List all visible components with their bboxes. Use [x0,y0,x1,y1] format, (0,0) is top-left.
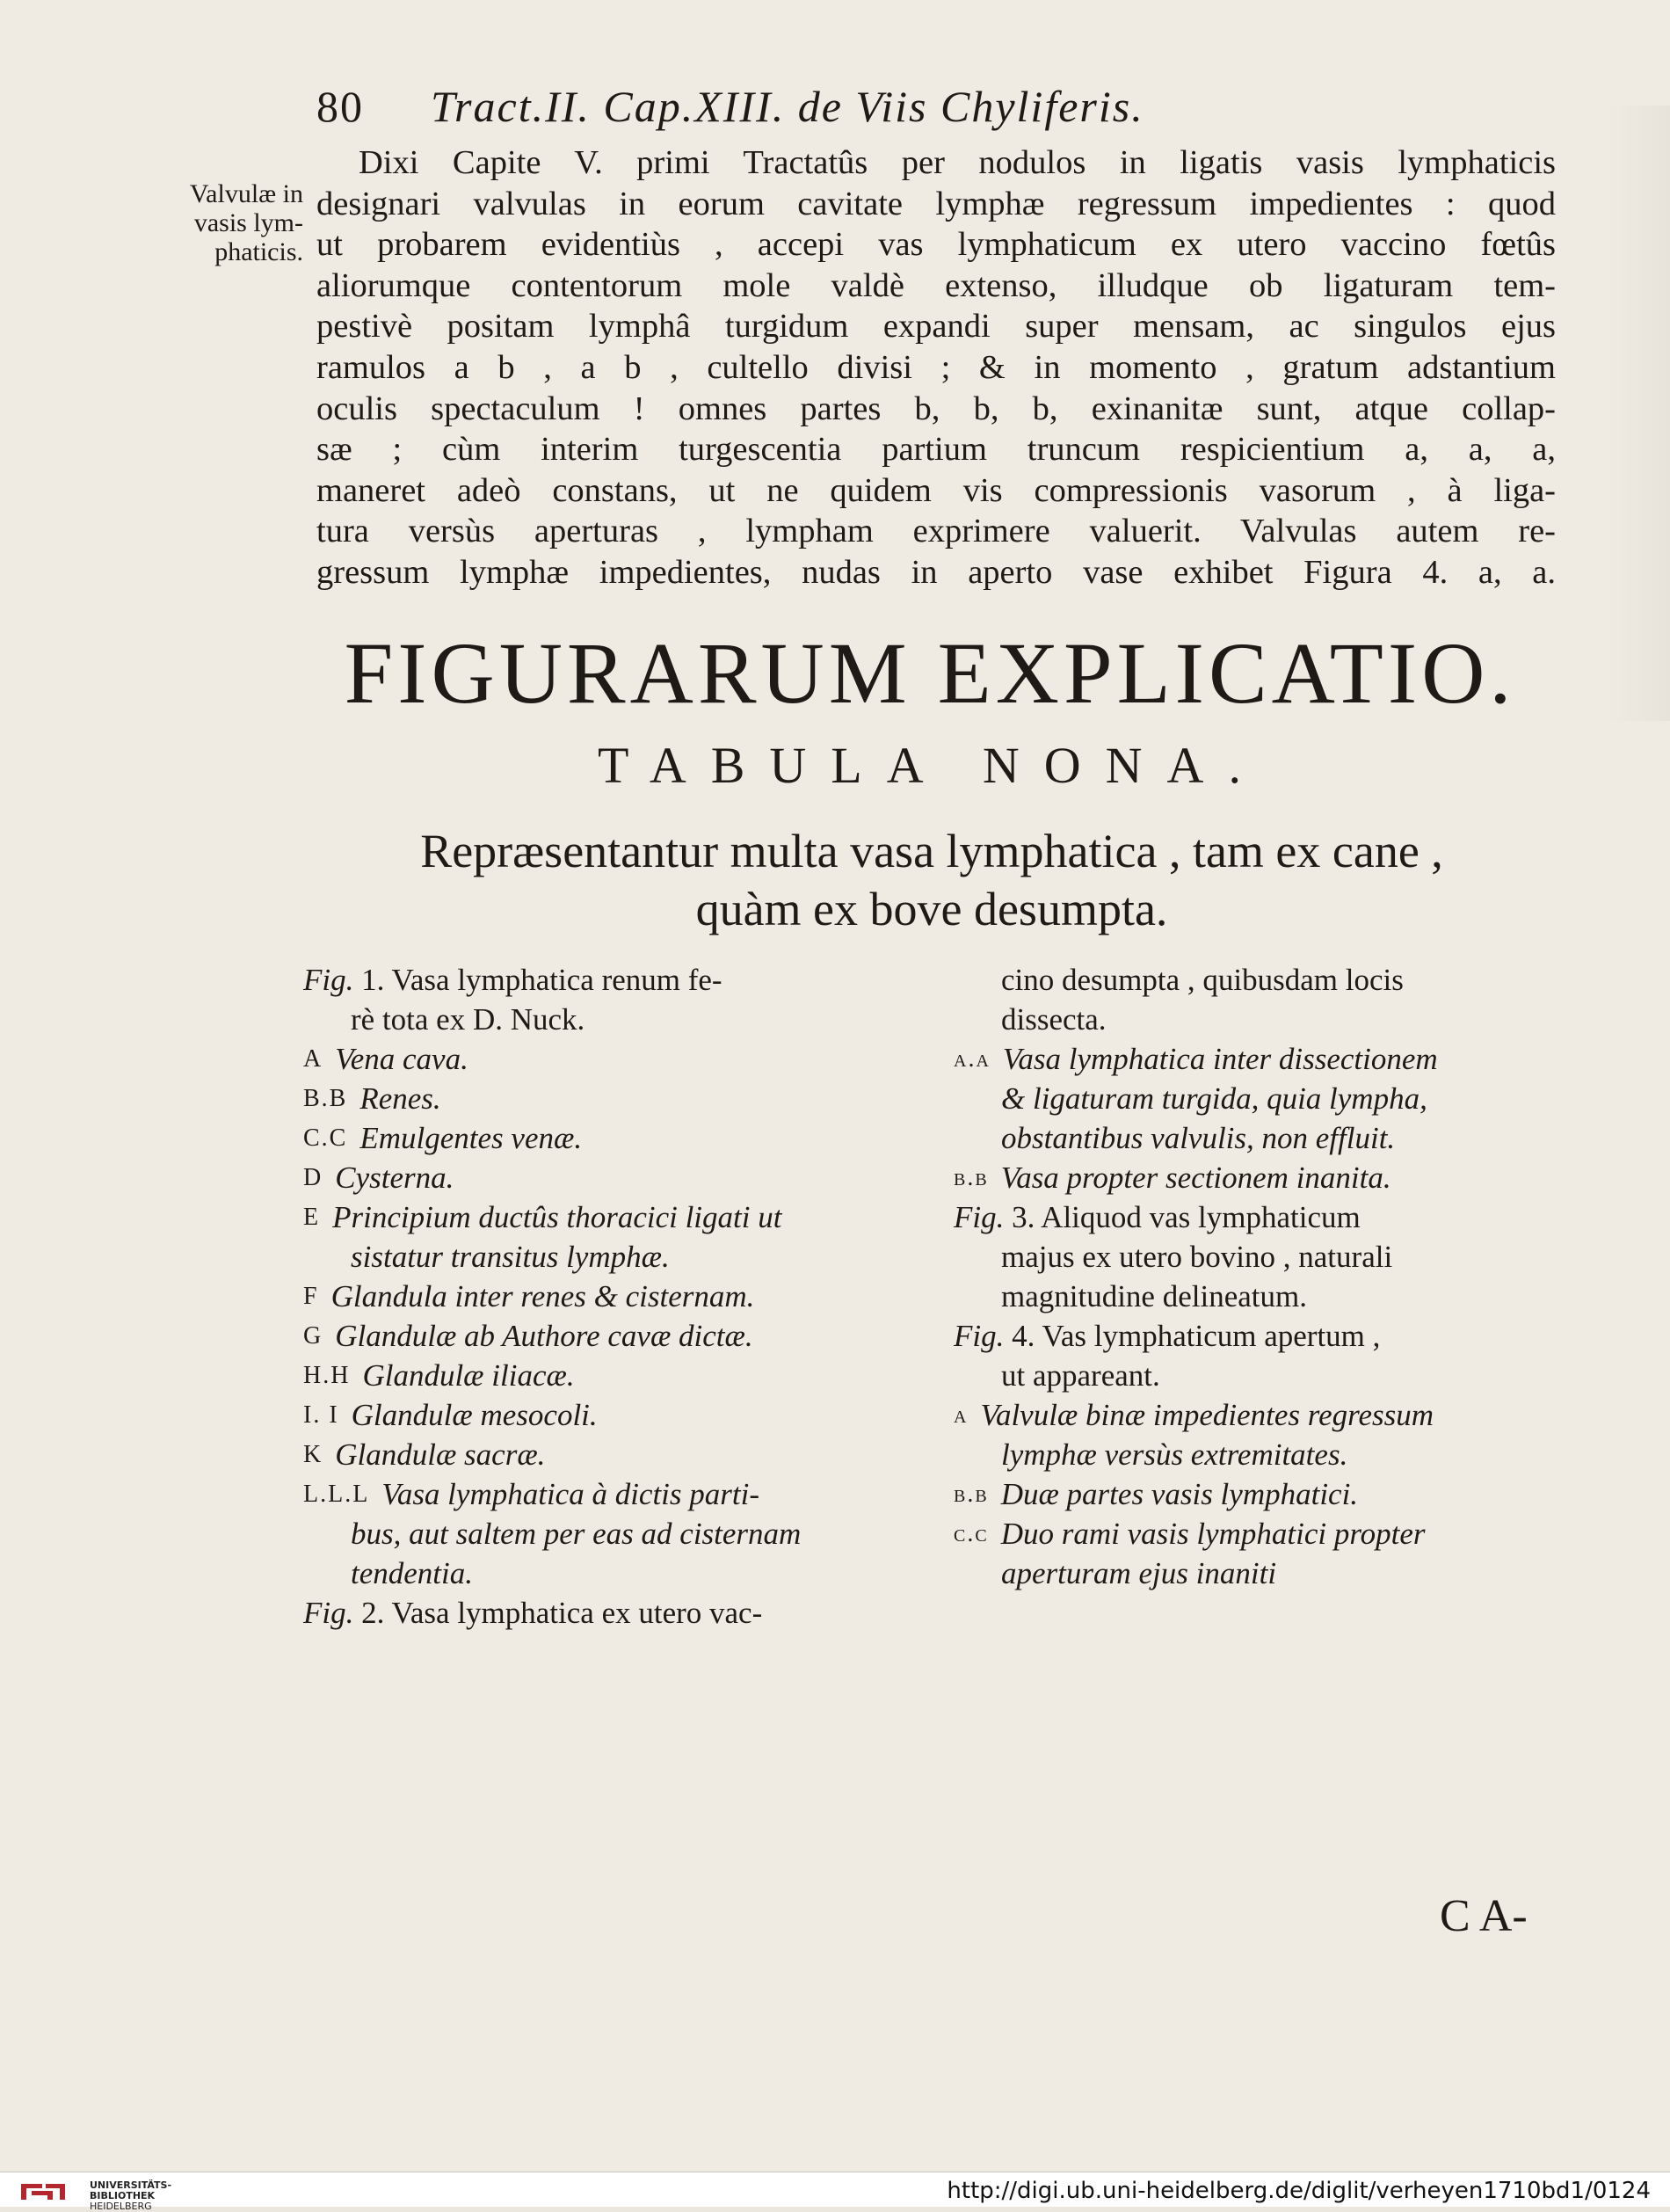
legend-key: a [954,1401,969,1429]
legend-text: Vasa lymphatica à dictis parti- [381,1477,760,1511]
legend-text: Principium ductûs thoracici ligati ut [332,1200,782,1234]
legend-text-cont: aperturam ejus inaniti [1001,1556,1277,1590]
fig-label: Fig. [954,1319,1005,1353]
legend-key: b.b [954,1481,989,1508]
figure-caption [303,960,918,1000]
legend-text-cont: & ligaturam turgida, quia lympha, [1001,1081,1427,1116]
body-line: ramulos a b , a b , cultello divisi ; & in momento , gratum adstantium [316,348,1556,386]
legend-key: B.B [303,1085,348,1112]
legend-entry [954,1039,1560,1079]
body-line: sæ ; cùm interim turgescentia partium truncum respicientium a, a, a, [316,431,1556,469]
legend-key: K [303,1441,323,1468]
legend-text-cont: lymphæ versùs extremitates. [1001,1437,1348,1472]
legend-text: Glandulæ ab Authore cavæ dictæ. [335,1319,753,1353]
legend-text-cont: bus, aut saltem per eas ad cisternam [351,1517,802,1551]
legend-key: H.H [303,1362,351,1389]
fig-text-cont: rè tota ex D. Nuck. [351,1002,585,1037]
body-line: ut probarem evidentiùs , accepi vas lymphaticum ex utero vaccino fœtûs [316,226,1556,264]
legend-entry [303,1435,918,1474]
legend-entry [303,1356,918,1395]
intro-line: Repræsentantur multa vasa lymphatica , tam ex cane , [420,825,1443,877]
fig-text-cont: dissecta. [1001,1002,1107,1037]
fig-text-cont: magnitudine delineatum. [1001,1279,1307,1313]
page-number: 80 [316,82,364,131]
margin-note-line: phaticis. [214,237,303,266]
legend-entry [303,1277,918,1316]
running-head-title: Tract.II. Cap.XIII. de Viis Chyliferis. [431,82,1144,131]
right-column [954,960,1560,1593]
legend-text: Vasa propter sectionem inanita. [1000,1161,1391,1195]
legend-key: I. I [303,1401,339,1429]
library-name[interactable] [90,2180,171,2212]
body-line: maneret adeò constans, ut ne quidem vis compressionis vasorum , à liga- [316,471,1556,509]
university-logo-icon[interactable] [16,2180,70,2203]
catchword: C A- [1440,1891,1528,1941]
body-line: aliorumque contentorum mole valdè extenso, illudque ob ligaturam tem- [316,266,1556,304]
legend-entry [954,1514,1560,1553]
legend-entry [303,1316,918,1356]
body-line: Dixi Capite V. primi Tractatûs per nodulos in ligatis vasis lymphaticis [359,144,1556,181]
margin-note [154,179,303,266]
intro-line: quàm ex bove desumpta. [695,883,1168,935]
figure-caption [954,1197,1560,1237]
legend-entry [303,1118,918,1158]
fig-text-cont: ut appareant. [1001,1358,1160,1393]
legend-text-cont: tendentia. [351,1556,473,1590]
legend-key: L.L.L [303,1481,370,1508]
library-name-line: HEIDELBERG [90,2201,152,2212]
margin-note-line: Valvulæ in [189,179,303,208]
legend-text: Duæ partes vasis lymphatici. [1000,1477,1359,1511]
legend-entry [303,1474,918,1514]
legend-entry [954,1395,1560,1435]
fig-label: Fig. [303,1596,354,1630]
legend-entry [303,1079,918,1118]
figure-caption [954,1316,1560,1356]
legend-key: D [303,1164,323,1191]
library-name-line: UNIVERSITÄTS- [90,2179,172,2191]
legend-entry [954,1474,1560,1514]
body-line: designari valvulas in eorum cavitate lymphæ regressum impedientes : quod [316,185,1556,222]
legend-entry [303,1039,918,1079]
legend-text: Vena cava. [335,1042,468,1076]
body-line: gressum lymphæ impedientes, nudas in aperto vase exhibet Figura 4. a, a. [316,553,1556,591]
body-line: oculis spectaculum ! omnes partes b, b, b, exinanitæ sunt, atque collap- [316,389,1556,427]
fig-label: Fig. [303,963,354,997]
fig-text: 3. Aliquod vas lymphaticum [1012,1200,1361,1234]
fig-text-cont: cino desumpta , quibusdam locis [1001,963,1404,997]
page-shadow [1608,106,1670,721]
figure-caption [303,1593,918,1633]
library-name-line: BIBLIOTHEK [90,2190,156,2201]
legend-text-cont: sistatur transitus lymphæ. [351,1240,670,1274]
legend-text: Duo rami vasis lymphatici propter [1000,1517,1426,1551]
legend-key: b.b [954,1164,989,1191]
legend-text: Glandula inter renes & cisternam. [330,1279,755,1313]
legend-key: C.C [303,1124,348,1152]
legend-text: Vasa lymphatica inter dissectionem [1002,1042,1438,1076]
running-head [316,81,1529,132]
legend-text: Emulgentes venæ. [359,1121,583,1155]
legend-text: Glandulæ mesocoli. [351,1398,598,1432]
permalink-url[interactable]: http://digi.ub.uni-heidelberg.de/diglit/verheyen1710bd1/0124 [947,2178,1651,2204]
section-subtitle: TABULA NONA. [598,737,1266,794]
legend-entry [303,1395,918,1435]
legend-text: Glandulæ iliacæ. [362,1358,575,1393]
plate-intro [308,822,1556,938]
legend-key: A [303,1045,323,1073]
legend-text-cont: obstantibus valvulis, non effluit. [1001,1121,1396,1155]
legend-key: F [303,1283,319,1310]
legend-key: c.c [954,1520,989,1547]
legend-entry [303,1197,918,1237]
body-paragraph [316,142,1556,593]
section-title: FIGURARUM EXPLICATIO. [344,624,1516,722]
legend-key: E [303,1204,321,1231]
body-line: pestivè positam lymphâ turgidum expandi super mensam, ac singulos ejus [316,308,1556,346]
legend-entry [954,1158,1560,1197]
legend-text: Cysterna. [335,1161,454,1195]
fig-text: 1. Vasa lymphatica renum fe- [361,963,722,997]
margin-note-line: vasis lym- [193,208,303,237]
body-line: tura versùs aperturas , lympham exprimere valuerit. Valvulas autem re- [316,513,1556,550]
legend-text: Valvulæ binæ impedientes regressum [980,1398,1434,1432]
legend-key: G [303,1322,323,1350]
legend-text: Glandulæ sacræ. [335,1437,546,1472]
fig-text: 4. Vas lymphaticum apertum , [1012,1319,1381,1353]
legend-key: a.a [954,1045,991,1073]
legend-text: Renes. [359,1081,441,1116]
fig-text: 2. Vasa lymphatica ex utero vac- [361,1596,763,1630]
fig-label: Fig. [954,1200,1005,1234]
legend-entry [303,1158,918,1197]
fig-text-cont: majus ex utero bovino , naturali [1001,1240,1393,1274]
left-column [303,960,918,1633]
